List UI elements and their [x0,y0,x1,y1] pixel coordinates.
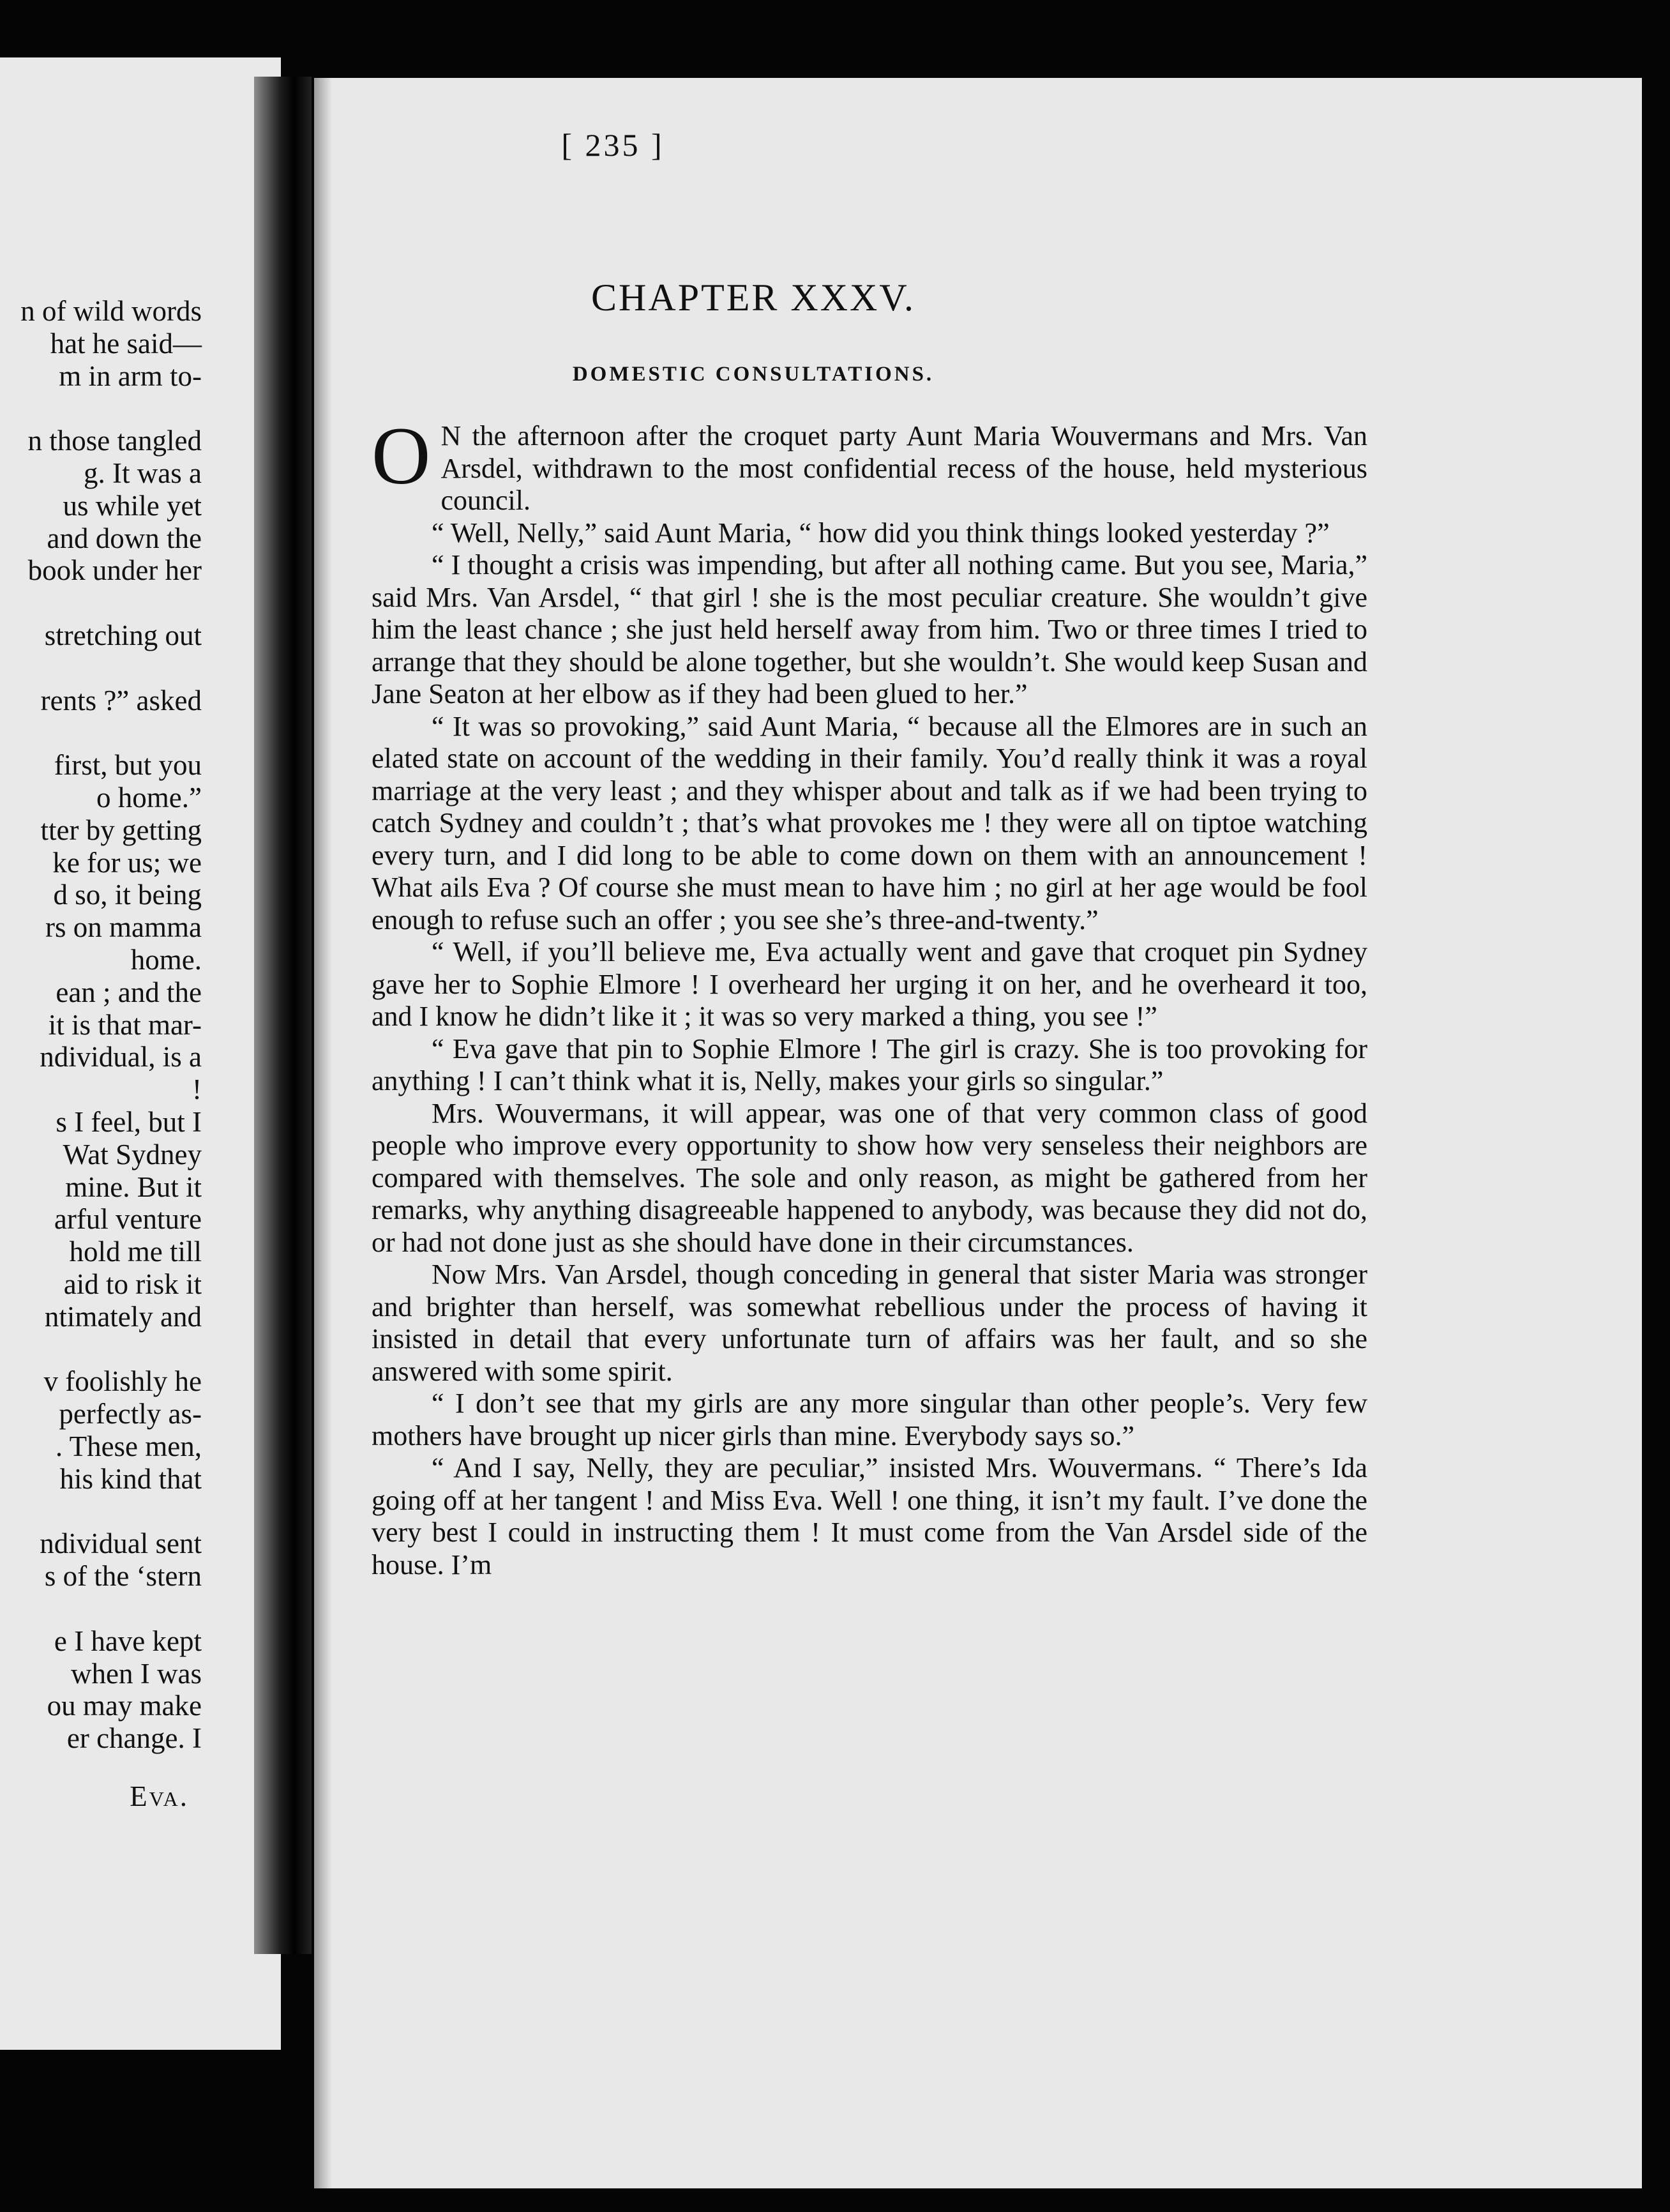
chapter-title: CHAPTER XXXV. [591,276,915,319]
left-page-line: his kind that [59,1462,202,1495]
left-page-line: ntimately and [44,1300,202,1333]
left-page-line: ke for us; we [52,846,202,879]
left-page-line: rents ?” asked [40,684,202,716]
left-page-line: er change. I [66,1722,202,1755]
left-page-line: d so, it being [53,879,202,911]
page-number: [ 235 ] [561,127,665,163]
left-page-line: Wat Sydney [63,1138,202,1170]
paragraph-text: N the afternoon after the croquet party Aunt Maria Wouvermans and Mrs. Van Arsdel, withdrawn to the most confidential recess of the house, held mysterious council. [440,420,1367,516]
left-page-line: ean ; and the [56,976,202,1008]
left-page-line: book under her [27,554,202,587]
left-page-line: n those tangled [27,425,202,457]
left-page-line: o home.” [96,782,202,814]
left-page-line: ou may make [47,1690,202,1722]
spine-shadow [314,78,332,2188]
paragraph: Now Mrs. Van Arsdel, though conceding in general that sister Maria was stronger and brighter than herself, was somewhat rebellious under the process of having it insisted in detail that every unfortunate turn of affairs was her fault, and so she answered with some spirit. [372,1259,1367,1387]
book-gutter [254,77,312,1954]
left-page-line: it is that mar- [48,1008,202,1041]
left-page-line: . These men, [55,1430,202,1462]
left-page-line: perfectly as- [59,1398,202,1430]
left-page-line: m in arm to- [59,360,202,392]
left-page-line: home. [130,944,202,976]
paragraph: “ Well, Nelly,” said Aunt Maria, “ how did you think things looked yesterday ?” [432,517,1330,549]
left-page-fragment [0,57,281,2050]
left-page-line: us while yet [63,489,202,522]
left-page-line: ndividual sent [40,1527,202,1560]
left-page-line: arful venture [54,1203,202,1236]
left-page-line: when I was [71,1657,202,1690]
left-page-line: rs on mamma [45,911,202,944]
paragraph: “ I don’t see that my girls are any more singular than other people’s. Very few mothers have brought up nicer girls than mine. Everybody says so.” [372,1388,1367,1451]
left-page-line: stretching out [44,619,202,651]
paragraph: “ Eva gave that pin to Sophie Elmore ! The girl is crazy. She is too provoking for anything ! I can’t think what it is, Nelly, makes your girls so singular.” [372,1033,1367,1096]
left-page-line: first, but you [54,749,202,782]
left-page-line: aid to risk it [63,1268,202,1300]
drop-cap: O [372,411,431,501]
left-page-line: and down the [47,522,202,554]
left-page-line: e I have kept [54,1625,202,1657]
paragraph: “ And I say, Nelly, they are peculiar,” insisted Mrs. Wouvermans. “ There’s Ida going off at her tangent ! and Miss Eva. Well ! one thing, it isn’t my fault. I’ve done the very best I could in instructing them ! It must come from the Van Arsdel side of the house. I’m [372,1452,1367,1580]
paragraph: “ I thought a crisis was impending, but after all nothing came. But you see, Maria,” said Mrs. Van Arsdel, “ that girl ! she is the most peculiar creature. She wouldn’t give him the least chance ; she just held herself away from him. Two or three times I tried to arrange that they should be alone together, but she wouldn’t. She would keep Susan and Jane Seaton at her elbow as if they had been glued to her.” [372,549,1367,709]
left-page-line: hat he said— [50,327,202,360]
left-page-line: s I feel, but I [56,1106,202,1138]
paragraph [372,411,1367,517]
chapter-body [372,411,1367,1581]
chapter-subtitle: DOMESTIC CONSULTATIONS. [572,363,935,386]
paragraph: Mrs. Wouvermans, it will appear, was one of that very common class of good people who improve every opportunity to show how very senseless their neighbors are compared with themselves. The sole and only reason, as might be gathered from her remarks, why anything disagreeable happened to anybody, was because they did not do, or had not done just as she should have done in their circumstances. [372,1097,1367,1258]
left-page-signature: Eva. [130,1780,189,1812]
paragraph: “ It was so provoking,” said Aunt Maria, “ because all the Elmores are in such an elated state on account of the wedding in their family. You’d really think it was a royal marriage at the very least ; and they whisper about and talk as if we had been trying to catch Sydney and couldn’t ; that’s what provokes me ! they were all on tiptoe watching every turn, and I did long to be able to come down on them with an announcement ! What ails Eva ? Of course she must mean to have him ; no girl at her age would be fool enough to refuse such an offer ; you see she’s three-and-twenty.” [372,710,1367,936]
left-page-line: g. It was a [84,457,202,489]
left-page-line: ! [192,1073,202,1106]
left-page-line: tter by getting [40,814,202,846]
left-page-line: hold me till [69,1236,202,1268]
left-page-line: ndividual, is a [40,1041,202,1073]
left-page-line: s of the ‘stern [44,1560,202,1593]
left-page-line: n of wild words [20,295,202,327]
left-page-line: mine. But it [65,1170,202,1203]
paragraph: “ Well, if you’ll believe me, Eva actually went and gave that croquet pin Sydney gave her to Sophie Elmore ! I overheard her urging it on her, and he overheard it too, and I know he didn’t like it ; it was so very marked a thing, you see !” [372,936,1367,1032]
left-page-line: v foolishly he [43,1365,202,1398]
